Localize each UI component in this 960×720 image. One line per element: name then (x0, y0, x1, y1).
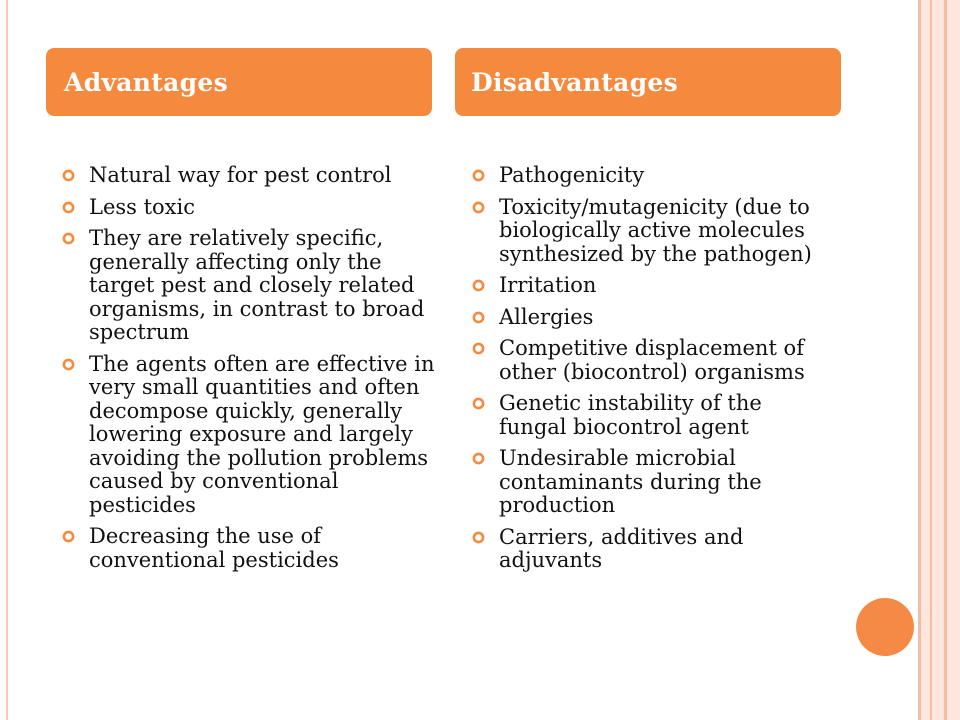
advantages-list (62, 164, 437, 580)
slide-frame-right-panel (918, 0, 960, 720)
advantages-item-text: Natural way for pest control (89, 163, 392, 187)
disadvantages-item-text: Genetic instability of the fungal biocontrol agent (499, 391, 762, 439)
disadvantages-item-text: Carriers, additives and adjuvants (499, 524, 744, 572)
bullet-icon (472, 169, 485, 182)
advantages-item-text: Decreasing the use of conventional pesticides (89, 524, 339, 572)
advantages-list-item (62, 525, 437, 572)
advantages-list-item (62, 164, 437, 188)
bullet-icon (62, 358, 75, 371)
advantages-item-text: They are relatively specific, generally affecting only the target pest and closely related organisms, in contrast to broad spectrum (89, 226, 425, 344)
advantages-list-item (62, 353, 437, 518)
slide-decor-circle (856, 598, 914, 656)
advantages-item-text: The agents often are effective in very small quantities and often decompose quickly, generally lowering exposure and largely avoiding the pollution problems caused by conventional pesticides (89, 351, 435, 517)
disadvantages-list-item (472, 274, 832, 298)
disadvantages-list-item (472, 337, 832, 384)
disadvantages-item-text: Competitive displacement of other (biocontrol) organisms (499, 336, 805, 384)
disadvantages-item-text: Toxicity/mutagenicity (due to biologically active molecules synthesized by the pathogen) (499, 194, 812, 266)
disadvantages-item-text: Undesirable microbial contaminants during the production (499, 446, 762, 517)
bullet-icon (472, 397, 485, 410)
bullet-icon (472, 531, 485, 544)
bullet-icon (472, 452, 485, 465)
disadvantages-list-item (472, 306, 832, 330)
bullet-icon (472, 311, 485, 324)
disadvantages-list-item (472, 447, 832, 518)
bullet-icon (62, 530, 75, 543)
bullet-icon (472, 279, 485, 292)
bullet-icon (62, 169, 75, 182)
disadvantages-list-item (472, 526, 832, 573)
bullet-icon (62, 232, 75, 245)
disadvantages-list-item (472, 196, 832, 267)
disadvantages-item-text: Allergies (499, 304, 594, 329)
advantages-heading-text: Advantages (64, 67, 228, 97)
advantages-heading (46, 48, 432, 116)
disadvantages-heading-text: Disadvantages (471, 67, 678, 97)
advantages-list-item (62, 196, 437, 220)
slide-frame-right-line (930, 0, 932, 720)
disadvantages-heading (455, 48, 841, 116)
disadvantages-list (472, 164, 832, 581)
bullet-icon (62, 201, 75, 214)
slide-frame-right-line (944, 0, 947, 720)
advantages-item-text: Less toxic (89, 194, 196, 219)
disadvantages-item-text: Pathogenicity (499, 163, 645, 187)
disadvantages-list-item (472, 164, 832, 188)
bullet-icon (472, 342, 485, 355)
slide-frame-right-line (918, 0, 921, 720)
advantages-list-item (62, 227, 437, 345)
disadvantages-item-text: Irritation (499, 273, 597, 297)
bullet-icon (472, 201, 485, 214)
disadvantages-list-item (472, 392, 832, 439)
slide-frame-left-line (6, 0, 8, 720)
